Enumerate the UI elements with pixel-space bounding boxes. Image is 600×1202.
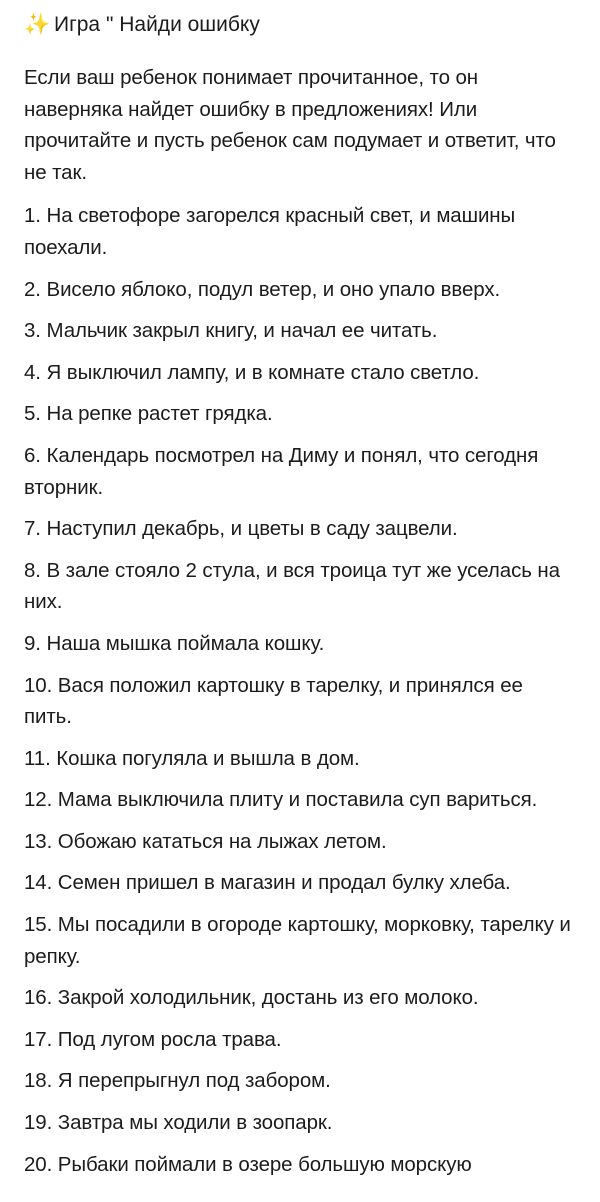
list-item: 20. Рыбаки поймали в озере большую морскую xyxy=(24,1152,472,1176)
post-intro: Если ваш ребенок понимает прочитанное, то он наверняка найдет ошибку в предложениях! Или прочитайте и пусть ребенок сам подумает и ответит, что не так. xyxy=(24,66,556,184)
post-title-row xyxy=(24,10,576,40)
list-item: 1. На светофоре загорелся красный свет, и машины поехали. xyxy=(24,204,516,259)
post-title: Игра " Найди ошибку xyxy=(54,13,260,36)
list-item: 7. Наступил декабрь, и цветы в саду зацвели. xyxy=(24,517,458,541)
list-item: 9. Наша мышка поймала кошку. xyxy=(24,631,325,655)
list-item: 2. Висело яблоко, подул ветер, и оно упало вверх. xyxy=(24,277,501,301)
list-item: 12. Мама выключила плиту и поставила суп вариться. xyxy=(24,788,538,812)
list-item: 14. Семен пришел в магазин и продал булку хлеба. xyxy=(24,871,511,895)
list-item: 13. Обожаю кататься на лыжах летом. xyxy=(24,829,387,853)
list-item: 11. Кошка погуляла и вышла в дом. xyxy=(24,746,360,770)
list-item: 6. Календарь посмотрел на Диму и понял, что сегодня вторник. xyxy=(24,443,539,499)
sparkles-icon: ✨ xyxy=(24,13,51,36)
sentence-list xyxy=(24,200,576,1180)
list-item: 18. Я перепрыгнул под забором. xyxy=(24,1069,331,1093)
list-item: 17. Под лугом росла трава. xyxy=(24,1027,282,1051)
list-item: 16. Закрой холодильник, достань из его молоко. xyxy=(24,986,479,1010)
list-item: 8. В зале стояло 2 стула, и вся троица тут же уселась на них. xyxy=(24,558,560,614)
list-item: 4. Я выключил лампу, и в комнате стало светло. xyxy=(24,360,480,384)
list-item: 3. Мальчик закрыл книгу, и начал ее читать. xyxy=(24,319,438,343)
list-item: 19. Завтра мы ходили в зоопарк. xyxy=(24,1111,333,1135)
list-item: 15. Мы посадили в огороде картошку, морковку, тарелку и репку. xyxy=(24,913,571,968)
list-item: 10. Вася положил картошку в тарелку, и принялся ее пить. xyxy=(24,673,523,729)
list-item: 5. На репке растет грядка. xyxy=(24,402,273,426)
